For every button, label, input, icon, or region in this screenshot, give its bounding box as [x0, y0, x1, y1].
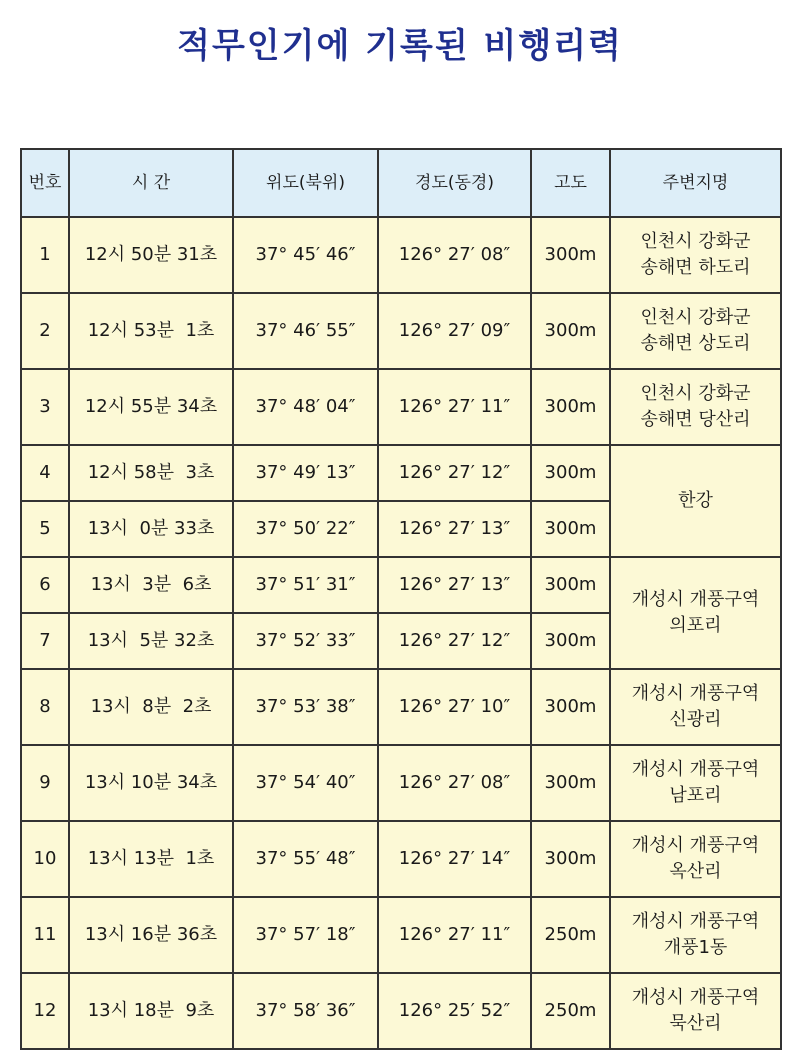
page-title: 적무인기에 기록된 비행리력: [177, 26, 623, 66]
place-line: 한강: [678, 489, 713, 511]
cell-number: 7: [21, 613, 69, 669]
header-time: 시 간: [69, 149, 233, 217]
cell-time: 13시 16분 36초: [69, 897, 233, 973]
place-line: 개성시 개풍구역: [631, 682, 760, 704]
cell-time: 13시 3분 6초: [69, 557, 233, 613]
header-place: 주변지명: [610, 149, 781, 217]
cell-longitude: 126° 27′ 08″: [378, 745, 531, 821]
cell-place: [610, 745, 781, 821]
cell-latitude: 37° 45′ 46″: [233, 217, 378, 293]
place-line: 남포리: [669, 785, 722, 806]
cell-time: 13시 13분 1초: [69, 821, 233, 897]
cell-number: 9: [21, 745, 69, 821]
place-line: 옥산리: [669, 861, 722, 882]
cell-altitude: 250m: [531, 973, 610, 1049]
cell-number: 12: [21, 973, 69, 1049]
cell-time: 13시 8분 2초: [69, 669, 233, 745]
cell-place: [610, 557, 781, 669]
cell-number: 2: [21, 293, 69, 369]
cell-time: 12시 50분 31초: [69, 217, 233, 293]
place-line: 송해면 하도리: [640, 257, 751, 278]
place-line: 신광리: [669, 709, 722, 730]
cell-longitude: 126° 25′ 52″: [378, 973, 531, 1049]
table-row: [21, 369, 781, 445]
table-row: [21, 821, 781, 897]
cell-altitude: 300m: [531, 501, 610, 557]
cell-latitude: 37° 48′ 04″: [233, 369, 378, 445]
place-line: 송해면 당산리: [640, 409, 751, 430]
place-line: 개성시 개풍구역: [631, 986, 760, 1008]
cell-place: [610, 973, 781, 1049]
cell-time: 13시 18분 9초: [69, 973, 233, 1049]
place-line: 묵산리: [669, 1013, 722, 1034]
place-line: 개성시 개풍구역: [631, 588, 760, 610]
cell-latitude: 37° 57′ 18″: [233, 897, 378, 973]
cell-altitude: 300m: [531, 745, 610, 821]
cell-longitude: 126° 27′ 14″: [378, 821, 531, 897]
place-line: 의포리: [669, 615, 722, 636]
cell-number: 11: [21, 897, 69, 973]
place-line: 개성시 개풍구역: [631, 758, 760, 780]
cell-place: [610, 821, 781, 897]
place-line: 개성시 개풍구역: [631, 834, 760, 856]
cell-longitude: 126° 27′ 12″: [378, 613, 531, 669]
cell-latitude: 37° 53′ 38″: [233, 669, 378, 745]
header-altitude: 고도: [531, 149, 610, 217]
cell-time: 13시 0분 33초: [69, 501, 233, 557]
cell-latitude: 37° 58′ 36″: [233, 973, 378, 1049]
cell-longitude: 126° 27′ 09″: [378, 293, 531, 369]
header-latitude: 위도(북위): [233, 149, 378, 217]
cell-time: 13시 10분 34초: [69, 745, 233, 821]
cell-place: [610, 293, 781, 369]
cell-number: 10: [21, 821, 69, 897]
place-line: 개성시 개풍구역: [631, 910, 760, 932]
cell-longitude: 126° 27′ 13″: [378, 557, 531, 613]
cell-number: 1: [21, 217, 69, 293]
cell-time: 12시 58분 3초: [69, 445, 233, 501]
table-row: [21, 217, 781, 293]
cell-altitude: 300m: [531, 821, 610, 897]
cell-number: 6: [21, 557, 69, 613]
cell-altitude: 300m: [531, 669, 610, 745]
cell-longitude: 126° 27′ 10″: [378, 669, 531, 745]
place-line: 개풍1동: [663, 937, 728, 958]
cell-longitude: 126° 27′ 11″: [378, 369, 531, 445]
place-line: 인천시 강화군: [640, 382, 751, 404]
cell-altitude: 300m: [531, 293, 610, 369]
cell-latitude: 37° 54′ 40″: [233, 745, 378, 821]
header-number: 번호: [21, 149, 69, 217]
table-row: [21, 557, 781, 613]
table-row: [21, 897, 781, 973]
place-line: 인천시 강화군: [640, 306, 751, 328]
cell-latitude: 37° 52′ 33″: [233, 613, 378, 669]
cell-place: [610, 369, 781, 445]
cell-altitude: 300m: [531, 613, 610, 669]
cell-latitude: 37° 50′ 22″: [233, 501, 378, 557]
place-line: 송해면 상도리: [640, 333, 751, 354]
cell-latitude: 37° 55′ 48″: [233, 821, 378, 897]
cell-longitude: 126° 27′ 11″: [378, 897, 531, 973]
cell-place: [610, 445, 781, 557]
cell-time: 12시 55분 34초: [69, 369, 233, 445]
cell-latitude: 37° 49′ 13″: [233, 445, 378, 501]
table-row: [21, 973, 781, 1049]
cell-number: 8: [21, 669, 69, 745]
cell-number: 3: [21, 369, 69, 445]
cell-altitude: 300m: [531, 369, 610, 445]
cell-time: 13시 5분 32초: [69, 613, 233, 669]
cell-latitude: 37° 46′ 55″: [233, 293, 378, 369]
cell-place: [610, 669, 781, 745]
header-longitude: 경도(동경): [378, 149, 531, 217]
table-row: [21, 445, 781, 501]
cell-number: 4: [21, 445, 69, 501]
cell-altitude: 250m: [531, 897, 610, 973]
table-row: [21, 669, 781, 745]
table-header-row: [21, 149, 781, 217]
cell-longitude: 126° 27′ 12″: [378, 445, 531, 501]
cell-altitude: 300m: [531, 217, 610, 293]
cell-place: [610, 897, 781, 973]
place-line: 인천시 강화군: [640, 230, 751, 252]
cell-longitude: 126° 27′ 13″: [378, 501, 531, 557]
cell-time: 12시 53분 1초: [69, 293, 233, 369]
cell-latitude: 37° 51′ 31″: [233, 557, 378, 613]
table-row: [21, 745, 781, 821]
cell-altitude: 300m: [531, 557, 610, 613]
cell-place: [610, 217, 781, 293]
table-row: [21, 293, 781, 369]
cell-longitude: 126° 27′ 08″: [378, 217, 531, 293]
cell-altitude: 300m: [531, 445, 610, 501]
cell-number: 5: [21, 501, 69, 557]
flight-record-table: [20, 148, 782, 1050]
